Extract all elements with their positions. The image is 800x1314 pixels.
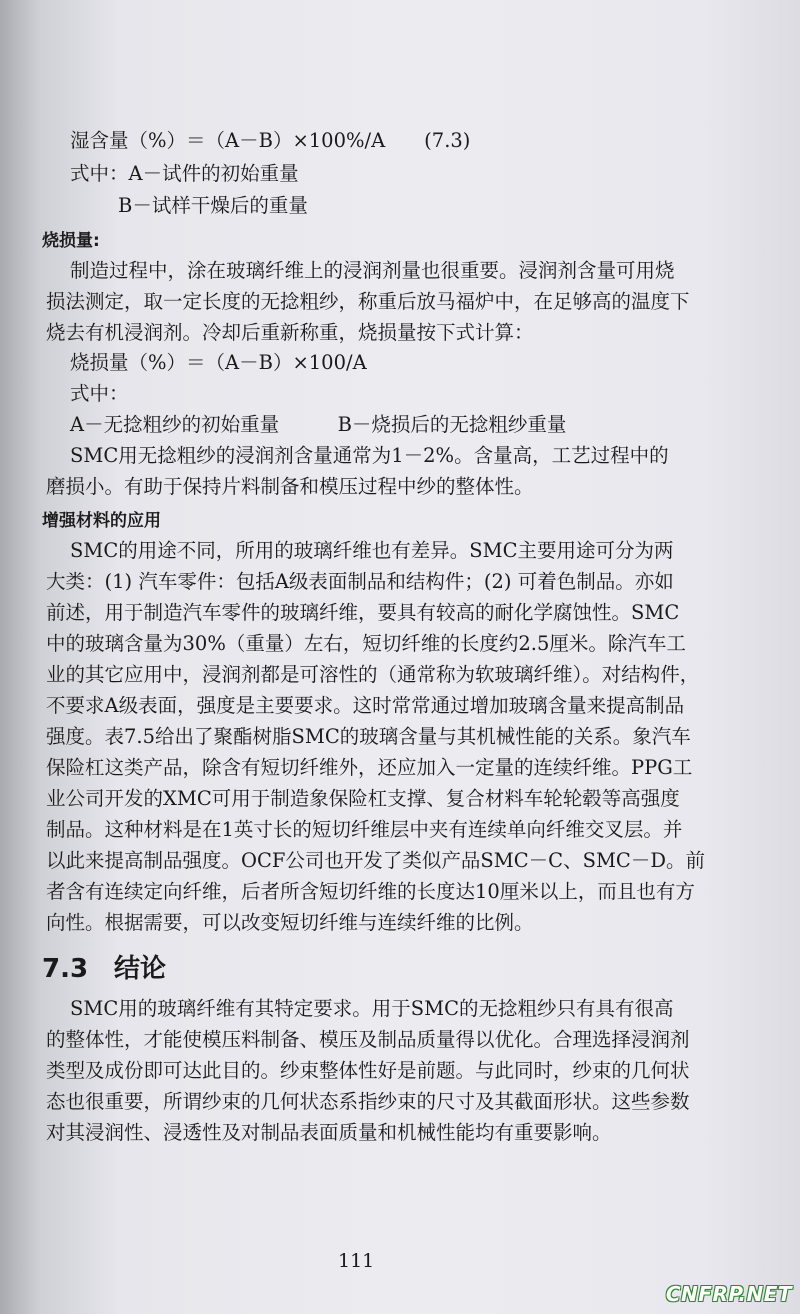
text-line: 业的其它应用中，浸润剂都是可溶性的（通常称为软玻璃纤维）。对结构件， <box>46 663 700 686</box>
text-line: 以此来提高制品强度。OCF公司也开发了类似产品SMC－C、SMC－D。前 <box>46 849 705 872</box>
text-line: SMC用无捻粗纱的浸润剂含量通常为1－2%。含量高，工艺过程中的 <box>70 444 669 467</box>
text-line: A－无捻粗纱的初始重量 B－烧损后的无捻粗纱重量 <box>70 413 567 436</box>
site-watermark: CNFRP.NET <box>665 1282 792 1306</box>
text-line: B－试样干燥后的重量 <box>118 194 308 217</box>
section-label-reinforcement: 增强材料的应用 <box>42 511 161 531</box>
text-line: 对其浸润性、浸透性及对制品表面质量和机械性能均有重要影响。 <box>46 1121 612 1144</box>
text-line: 大类：(1) 汽车零件：包括A级表面制品和结构件；(2) 可着色制品。亦如 <box>46 570 674 593</box>
section-label-burn-loss: 烧损量: <box>42 231 100 251</box>
text-line: 制造过程中，涂在玻璃纤维上的浸润剂量也很重要。浸润剂含量可用烧 <box>70 259 675 282</box>
text-line: 中的玻璃含量为30%（重量）左右，短切纤维的长度约2.5厘米。除汽车工 <box>46 632 686 655</box>
text-line: 者含有连续定向纤维，后者所含短切纤维的长度达10厘米以上，而且也有方 <box>46 880 695 903</box>
text-line: 类型及成份即可达此目的。纱束整体性好是前题。与此同时，纱束的几何状 <box>46 1059 690 1082</box>
text-line: 向性。根据需要，可以改变短切纤维与连续纤维的比例。 <box>46 911 534 934</box>
page-number: 111 <box>338 1250 375 1272</box>
formula-moisture: 湿含量（%）＝（A－B）×100%/A (7.3) <box>70 129 471 152</box>
section-heading-conclusion: 7.3 结论 <box>42 954 167 984</box>
text-line: 业公司开发的XMC可用于制造象保险杠支撑、复合材料车轮轮毂等高强度 <box>46 787 680 810</box>
text-line: 保险杠这类产品，除含有短切纤维外，还应加入一定量的连续纤维。PPG工 <box>46 756 693 779</box>
text-line: 烧去有机浸润剂。冷却后重新称重，烧损量按下式计算： <box>46 321 534 344</box>
formula-burn-loss: 烧损量（%）＝（A－B）×100/A <box>70 351 367 374</box>
text-line: 不要求A级表面，强度是主要要求。这时常常通过增加玻璃含量来提高制品 <box>46 694 685 717</box>
text-line: 制品。这种材料是在1英寸长的短切纤维层中夹有连续单向纤维交叉层。并 <box>46 818 683 841</box>
text-line: 的整体性，才能使模压料制备、模压及制品质量得以优化。合理选择浸润剂 <box>46 1028 690 1051</box>
text-line: 强度。表7.5给出了聚酯树脂SMC的玻璃含量与其机械性能的关系。象汽车 <box>46 725 691 748</box>
text-line: 式中： <box>70 382 129 405</box>
text-line: 磨损小。有助于保持片料制备和模压过程中纱的整体性。 <box>46 475 534 498</box>
text-line: SMC用的玻璃纤维有其特定要求。用于SMC的无捻粗纱只有具有很高 <box>70 997 674 1020</box>
text-line: 前述，用于制造汽车零件的玻璃纤维，要具有较高的耐化学腐蚀性。SMC <box>46 601 680 624</box>
text-line: 态也很重要，所谓纱束的几何状态系指纱束的尺寸及其截面形状。这些参数 <box>46 1090 690 1113</box>
text-line: SMC的用途不同，所用的玻璃纤维也有差异。SMC主要用途可分为两 <box>70 539 674 562</box>
text-line: 损法测定，取一定长度的无捻粗纱，称重后放马福炉中，在足够高的温度下 <box>46 290 690 313</box>
text-line: 式中：A－试件的初始重量 <box>70 162 299 185</box>
